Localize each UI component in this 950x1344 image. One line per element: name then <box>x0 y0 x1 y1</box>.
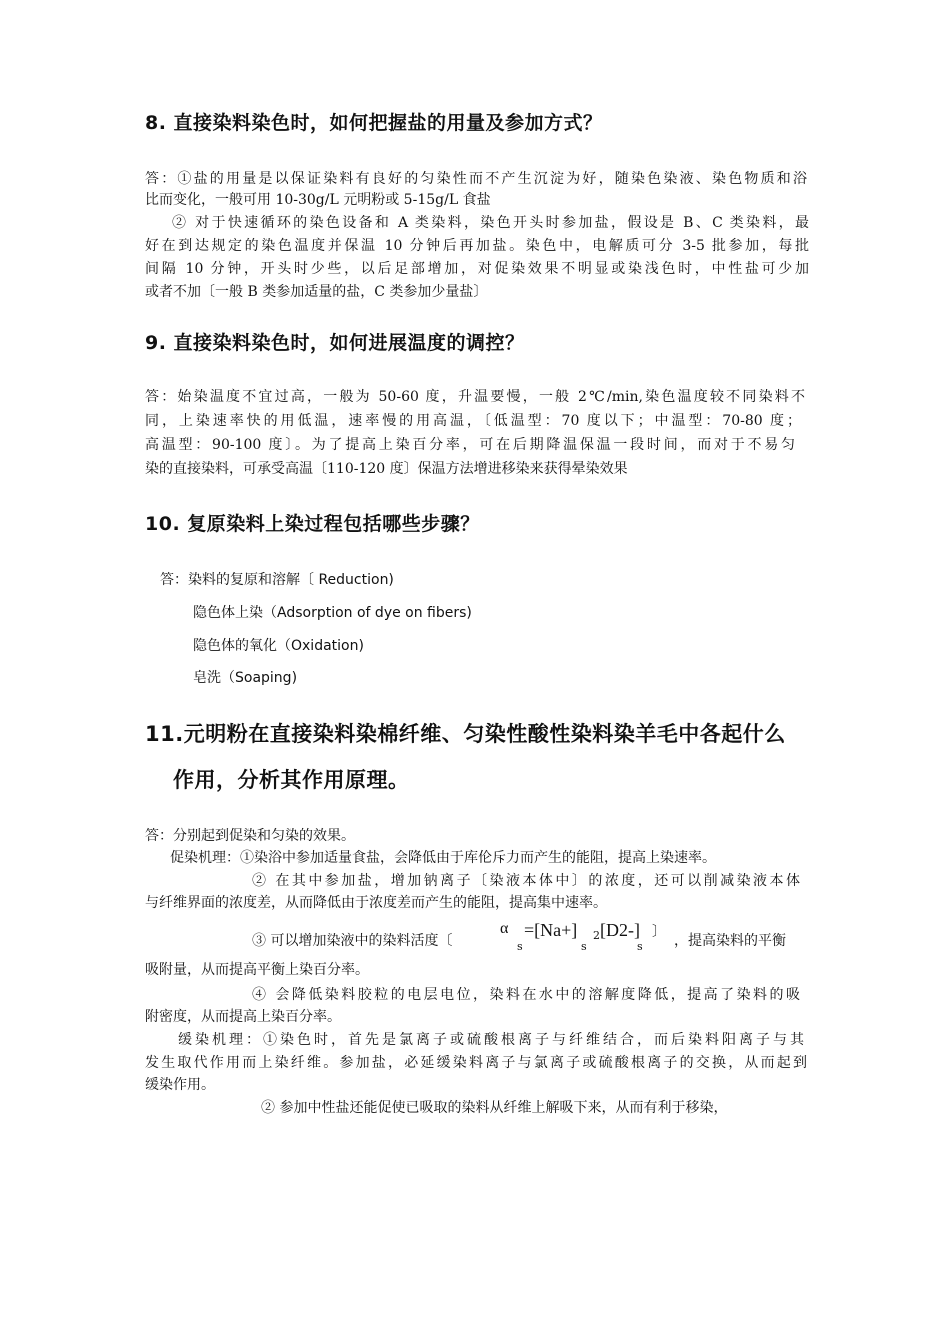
q10-step: 隐色体的氧化（Oxidation) <box>193 638 364 654</box>
formula-close-bracket: 〕 <box>652 924 666 940</box>
q11-answer-line: 促染机理：①染浴中参加适量食盐，会降低由于库伦斥力而产生的能阻，提高上染速率。 <box>170 850 716 866</box>
formula-alpha: α <box>500 920 509 937</box>
q11-answer-line: ④ 会降低染料胶粒的电层电位，染料在水中的溶解度降低，提高了染料的吸 <box>252 987 800 1003</box>
q11-answer-line: 附密度，从而提高上染百分率。 <box>145 1009 341 1025</box>
formula-subscript: s <box>517 940 523 953</box>
q11-answer-line: ② 参加中性盐还能促使已吸取的染料从纤维上解吸下来，从而有利于移染， <box>261 1100 728 1116</box>
q11-answer-line: 缓染作用。 <box>145 1077 215 1093</box>
q11-answer-line: ，提高染料的平衡 <box>674 933 786 949</box>
q11-answer-line: 答：分别起到促染和匀染的效果。 <box>145 828 355 844</box>
q11-answer-line: ③ 可以增加染液中的染料活度〔 <box>252 933 453 949</box>
q11-answer-line: 吸附量，从而提高平衡上染百分率。 <box>145 962 369 978</box>
q10-step: 答：染料的复原和溶解〔 Reduction) <box>160 572 394 588</box>
q9-answer-line: 染的直接染料，可承受高温〔110-120 度〕保温方法增进移染来获得晕染效果 <box>145 461 628 477</box>
q8-answer-line: 或者不加〔一般 B 类参加适量的盐，C 类参加少量盐〕 <box>145 284 488 300</box>
q8-answer-line: 答：①盐的用量是以保证染料有良好的匀染性而不产生沉淀为好，随染色染液、染色物质和浴 <box>145 171 807 187</box>
q9-answer-line: 高温型：90-100 度〕。为了提高上染百分率，可在后期降温保温一段时间，而对于不易匀 <box>145 437 795 453</box>
q11-answer-line: 缓染机理：①染色时，首先是氯离子或硫酸根离子与纤维结合，而后染料阳离子与其 <box>178 1032 804 1048</box>
q11-title-continued: 作用，分析其作用原理。 <box>173 768 410 792</box>
q9-answer-line: 同，上染速率快的用低温，速率慢的用高温，〔低温型：70 度以下；中温型：70-80 度； <box>145 413 801 429</box>
formula-subscript: s <box>637 940 643 953</box>
q8-answer-line: ② 对于快速循环的染色设备和 A 类染料，染色开头时参加盐，假设是 B、C 类染料，最 <box>172 215 809 231</box>
formula-subscript: s <box>581 940 587 953</box>
formula-exponent: 2 <box>593 929 600 942</box>
q10-step: 隐色体上染（Adsorption of dye on fibers) <box>193 605 472 621</box>
q10-title: 10. 复原染料上染过程包括哪些步骤？ <box>145 513 480 535</box>
q11-answer-line: 与纤维界面的浓度差，从而降低由于浓度差而产生的能阻，提高集中速率。 <box>145 895 607 911</box>
q8-answer-line: 比而变化，一般可用 10-30g/L 元明粉或 5-15g/L 食盐 <box>145 192 491 208</box>
q11-answer-line: ② 在其中参加盐，增加钠离子〔染液本体中〕的浓度，还可以削减染液本体 <box>252 873 800 889</box>
q11-title: 11.元明粉在直接染料染棉纤维、匀染性酸性染料染羊毛中各起什么 <box>145 722 786 746</box>
formula-na: =[Na+] <box>524 920 578 940</box>
q11-answer-line: 发生取代作用而上染纤维。参加盐，必延缓染料离子与氯离子或硫酸根离子的交换，从而起到 <box>145 1055 807 1071</box>
q9-answer-line: 答：始染温度不宜过高，一般为 50-60 度，升温要慢，一般 2℃/min,染色温度较不同染料不 <box>145 389 805 405</box>
q8-answer-line: 间隔 10 分钟，开头时少些，以后足部增加，对促染效果不明显或染浅色时，中性盐可少加 <box>145 261 809 277</box>
q8-title: 8. 直接染料染色时，如何把握盐的用量及参加方式？ <box>145 112 603 134</box>
q8-answer-line: 好在到达规定的染色温度并保温 10 分钟后再加盐。染色中，电解质可分 3-5 批参加，每批 <box>145 238 809 254</box>
q9-title: 9. 直接染料染色时，如何进展温度的调控？ <box>145 332 525 354</box>
formula-dye: [D2-] <box>600 920 640 940</box>
q10-step: 皂洗（Soaping) <box>193 670 298 686</box>
